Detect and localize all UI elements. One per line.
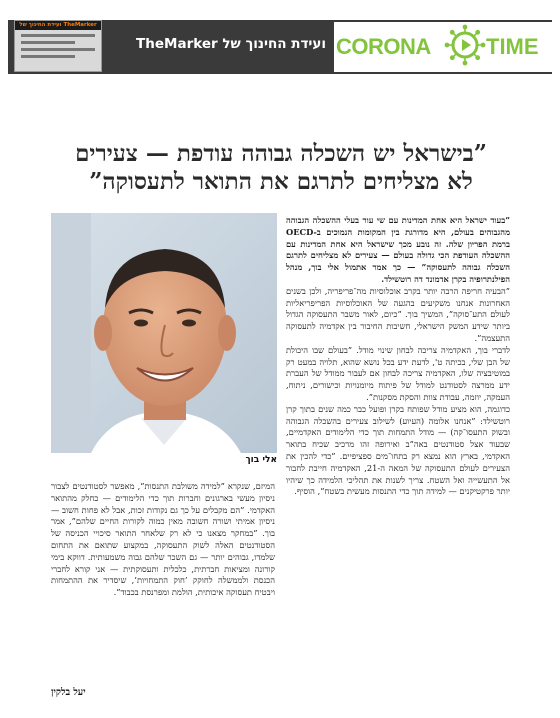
virus-icon	[443, 23, 487, 67]
author-byline: יעל בלקין	[51, 687, 86, 698]
thumbnail-title: TheMarker ועידת החינוך של	[15, 21, 101, 30]
logo-word-corona: CORONA	[336, 34, 431, 59]
photo-caption: אלי בוך	[51, 453, 277, 467]
conference-thumbnail	[14, 20, 102, 72]
article-paragraph: ”הבעיה חריפה הרבה יותר בקרב אוכלוסיות מה־פריפריה, ולכן בשנים האחרונות אנחנו משקיעים בהגעה של האוכלוסיות הפריפריאליות לעולם התע־סוקה”, המשיך בוך. ”כיום, לאור משבר התעסוקה הגדול ביותר שידע המשק הישראלי, חשיבות החיבור בין אקדמיה לתעסוקה התעצמה”.	[286, 285, 510, 343]
logo-word-time: TIME	[486, 34, 539, 59]
article-headline	[40, 140, 522, 196]
article-paragraph: כדוגמה, הוא מציע מודל שפותח בקרן ופועל כבר כמה שנים בתוך קרן רוטשילד: ”אנחנו אלומה (העיוע) לשילוב צעירים בהשכלה הגבוהה ובשוק התעסו־קה) — מודל התמחות תוך כדי הלימודים האקדמיים, שבעוד אצל סטודנטים באה”ב ואירופה זהו מרכיב שכיח בתואר האקדמי, בארץ הוא נמצא רק בתחו־מים ספציפיים. ”כדי להכין את הצעירים לעולם התעסוקה של המאה ה-21, האקדמיה חייבת לחבור אל התעשייה ואל השטח. צריך לשנות את תהליכי הלמידה כך שיהיו יותר פרקטיקנים — למידה תוך כדי התנסות מעשית בשטח”, הוסיף.	[286, 403, 511, 497]
article-column-left	[51, 481, 275, 599]
article-paragraph: לדברי בוך, האקדמיה צריכה לבחון שינוי מודל. ”בעולם שבו היכולת של הבן שלי, בכיתה ט', לדעת ידע בכל נושא שהוא, תלויה במעט רק במוטיבציה שלו, האקדמיה צריכה לבחון אם לעבור ממודל של העברת ידע ממרצה לסטודנט למודל של פיתוח מיומנויות וכישורים, ניתוח, העמקה, יוזמה, עבודת צוות והסקת מסקנות”.	[286, 344, 510, 402]
article-column-right	[286, 215, 510, 498]
brand-text: ועידת החינוך של TheMarker	[136, 36, 326, 52]
headline-line-2: לא מצליחים לתרגם את התואר לתעסוקה”	[89, 168, 473, 195]
article-paragraph: המיזם, שנקרא ”למידה משולבת התנסות”, מאפשר לסטודנטים לצבור ניסיון מעשי בארגונים וחברות תוך כדי הלימודים — כחלק מהתואר האקדמי. ”הם מקבלים על כך גם נקודות זכות, אבל לא פחות חשוב — ניסיון אמיתי ושורה חשובה מאין כמוה לקורות החיים שלהם”, אמר בוך. ”במחקר מצאנו כי לא רק שלאחר התואר סיכויי הכניסה של הסטודנטים האלה לשוק התעסוקה, במקצוע שתואם את התחום שלמדו, גבוהים יותר — גם השכר שלהם גבוה משמעותית. דווקא בימי קורונה ומציאות חברתית, כלכלית ותעסוקתית — אני קורא לחברי הכנסת ולממשלה לחוקק ’חוק התמחויות’, שיסדיר את ההתמחות ויבטיח תעסוקה איכותית, הולמת ומפרנסת בכבוד”.	[51, 481, 275, 598]
headline-line-1: ”בישראל יש השכלה גבוהה עודפת — צעירים	[75, 140, 487, 167]
article-lead-paragraph: ”בעוד ישראל היא אחת המדינות עם שי עור בעלי ההשכלה הגבוהה מהגבוהים בעולם, היא מדורגת בין המקומות הנמוכים ב-OECD ברמת הפריון שלה. זה נובע מכך שישראל היא אחת המדינות עם ההשכלה העודפת הכי גדולה בעולם — צעירים לא מצליחים לתרגם השכלה גבוהה לתעסוקה” — כך אמר אתמול אלי בוך, מנהל הפילנתרופיה בקרן אדמונד דה רוטשילד.	[286, 215, 510, 284]
portrait-photo	[51, 213, 277, 453]
